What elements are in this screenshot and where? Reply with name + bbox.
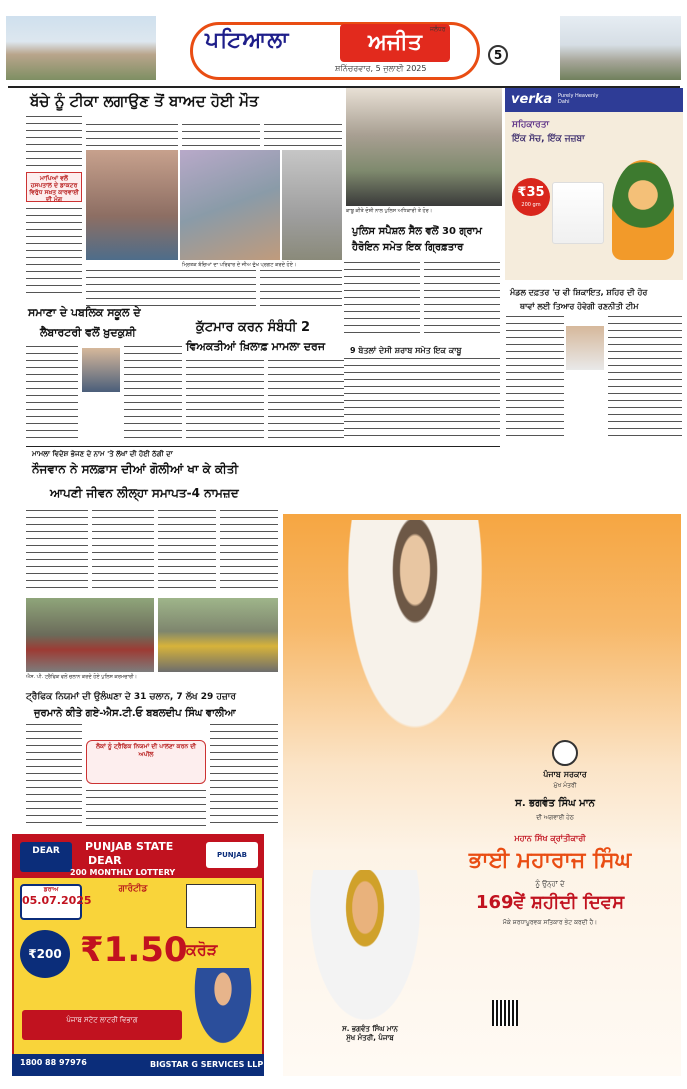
story1-column1 <box>26 116 82 168</box>
govt-ad-mid: ਨੂੰ ਉਨ੍ਹਾਂ ਦੇ <box>535 880 565 888</box>
story5-body <box>344 358 500 438</box>
story3-column1 <box>186 360 264 440</box>
verka-line1: ਸਹਿਕਾਰਤਾ <box>512 120 550 130</box>
story1-column3 <box>182 124 260 148</box>
lottery-title3: 200 MONTHLY LOTTERY <box>70 868 176 877</box>
story8-subhead: ਜੁਰਮਾਨੇ ਕੀਤੇ ਗਏ-ਐਸ.ਟੀ.ਓ ਬਬਲਦੀਪ ਸਿੰਘ ਵਾਲੀਆ <box>34 708 236 719</box>
govt-ad-cm-caption <box>300 1025 440 1043</box>
lottery-qr-code[interactable] <box>186 884 256 928</box>
story7-headline: ਨੌਜਵਾਨ ਨੇ ਸਲਫ਼ਾਸ ਦੀਆਂ ਗੋਲੀਆਂ ਖਾ ਕੇ ਕੀਤੀ <box>32 462 239 476</box>
govt-ad-cm-caption-name: ਸ. ਭਗਵੰਤ ਸਿੰਘ ਮਾਨ <box>342 1025 398 1033</box>
story1-column-bottom2 <box>260 270 342 312</box>
story8-column3 <box>210 724 278 828</box>
story6-photo <box>566 326 604 370</box>
lottery-amount-unit: ਕਰੋੜ <box>186 940 218 959</box>
section-rule <box>26 446 500 447</box>
verka-price: ₹35 <box>512 178 550 216</box>
story6-column2 <box>608 316 682 438</box>
story2-photo <box>82 348 120 392</box>
story7-column1 <box>26 510 88 594</box>
story3-subhead: ਵਿਅਕਤੀਆਂ ਖ਼ਿਲਾਫ਼ ਮਾਮਲਾ ਦਰਜ <box>186 340 326 353</box>
lottery-draw-value: 05.07.2025 <box>22 894 92 907</box>
story3-column2 <box>268 360 346 440</box>
story1-headline: ਬੱਚੇ ਨੂੰ ਟੀਕਾ ਲਗਾਉਣ ਤੋਂ ਬਾਅਦ ਹੋਈ ਮੌਤ <box>30 92 259 110</box>
story7-column3 <box>158 510 216 594</box>
story1-photo-hospital <box>282 150 342 260</box>
govt-ad-cm-name: ਸ. ਭਗਵੰਤ ਸਿੰਘ ਮਾਨ <box>515 798 595 809</box>
lottery-brand: DEAR <box>20 842 72 872</box>
story7-column2 <box>92 510 154 594</box>
lottery-prize-label: ਗਾਰੰਟੀਡ <box>118 884 148 894</box>
story2-subhead: ਲੈਬਾਰਟਰੀ ਵਲੋਂ ਖ਼ੁਦਕੁਸ਼ੀ <box>40 326 136 339</box>
verka-grams: 200 gm <box>521 202 541 208</box>
verka-line2: ਇੱਕ ਸੋਚ, ਇੱਕ ਜਜ਼ਬਾ <box>512 134 585 144</box>
govt-ad-portrait <box>330 520 500 770</box>
lottery-band: ਪੰਜਾਬ ਸਟੇਟ ਲਾਟਰੀ ਵਿਭਾਗ <box>22 1010 182 1040</box>
lottery-phone[interactable]: 1800 88 97976 <box>20 1058 87 1067</box>
govt-ad-pre: ਮਹਾਨ ਸਿੱਖ ਕ੍ਰਾਂਤੀਕਾਰੀ <box>514 834 586 843</box>
govt-ad-cm-photo <box>310 870 420 1020</box>
lottery-draw-label: ਡਰਾਅ <box>43 886 59 893</box>
lottery-title2: DEAR <box>88 854 122 867</box>
verka-tagline: Purely Heavenly Dahi <box>558 93 599 105</box>
story1-caption: ਮ੍ਰਿਤਕ ਬੱਚਿਆਂ ਦਾ ਪਰਿਵਾਰ ਦੇ ਜੀਅ ਦੁੱਖ ਪ੍ਰਗਟ ਕਰਦੇ ਹੋਏ। <box>182 262 297 268</box>
masthead-date: ਸ਼ਨਿੱਚਰਵਾਰ, 5 ਜੁਲਾਈ 2025 <box>335 64 427 73</box>
story7-subhead: ਆਪਣੀ ਜੀਵਨ ਲੀਲ੍ਹਾ ਸਮਾਪਤ-4 ਨਾਮਜ਼ਦ <box>50 486 239 500</box>
story4-column1 <box>344 262 420 338</box>
story6-column1 <box>506 316 564 438</box>
govt-ad-body: ਮੌਕੇ ਸ਼ਰਧਾਪੂਰਵਕ ਸਤਿਕਾਰ ਭੇਟ ਕਰਦੀ ਹੈ। <box>502 919 598 926</box>
story8-photo-right <box>158 598 278 672</box>
story2-headline: ਸਮਾਣਾ ਦੇ ਪਬਲਿਕ ਸਕੂਲ ਦੇ <box>28 306 141 319</box>
print-strip-bottom <box>0 1078 687 1089</box>
story4-caption: ਕਾਬੂ ਕੀਤੇ ਦੋਸ਼ੀ ਨਾਲ ਪੁਲਿਸ ਅਧਿਕਾਰੀ ਤੇ ਹੋਰ। <box>346 208 433 214</box>
govt-ad-cm-sub: ਦੀ ਅਗਵਾਈ ਹੇਠ <box>536 814 574 821</box>
story1-photo-child <box>86 150 178 260</box>
lottery-draw-date <box>20 884 92 920</box>
punjab-seal-icon <box>552 740 578 766</box>
story6-headline: ਮੰਡਲ ਦਫ਼ਤਰ 'ਚ ਵੀ ਸ਼ਿਕਾਇਤ, ਸ਼ਹਿਰ ਦੀ ਹੋਰ <box>510 288 648 297</box>
verka-logo: verka <box>511 92 553 107</box>
lottery-amount: ₹1.50 <box>80 930 188 970</box>
masthead-title: ਪਟਿਆਲਾ <box>205 28 290 53</box>
lottery-ticket-price: ₹200 <box>20 930 70 978</box>
lottery-person-image <box>190 968 256 1052</box>
story8-caption: ਐਸ. ਪੀ. ਟ੍ਰੈਫਿਕ ਵਲੋਂ ਚਲਾਨ ਕਰਦੇ ਹੋਏ ਪੁਲਿਸ ਕਰਮਚਾਰੀ। <box>26 674 137 680</box>
story7-column4 <box>220 510 278 594</box>
lottery-partner-logo: PUNJAB <box>206 842 258 868</box>
masthead-logo: ਅਜੀਤ <box>340 24 450 62</box>
lottery-company: BIGSTAR G SERVICES LLP <box>150 1060 264 1069</box>
story8-box: ਲੋਕਾਂ ਨੂੰ ਟ੍ਰੈਫਿਕ ਨਿਯਮਾਂ ਦੀ ਪਾਲਣਾ ਕਰਨ ਦੀ ਅਪੀਲ <box>86 740 206 784</box>
story3-headline: ਕੁੱਟਮਾਰ ਕਰਨ ਸੰਬੰਧੀ 2 <box>196 320 311 335</box>
story8-column2 <box>86 790 206 828</box>
story1-column1b <box>26 208 82 298</box>
story2-column2 <box>124 346 182 438</box>
story1-photo-family <box>180 150 280 260</box>
story4-photo <box>346 88 502 206</box>
story4-subhead: ਹੈਰੋਇਨ ਸਮੇਤ ਇਕ ਗ੍ਰਿਫ਼ਤਾਰ <box>352 242 464 253</box>
story1-callout: ਮਾਪਿਆਂ ਵਲੋਂ ਹਸਪਤਾਲ ਦੇ ਡਾਕਟਰ ਵਿਰੁੱਧ ਸਖ਼ਤ ਕਾਰਵਾਈ ਦੀ ਮੰਗ <box>26 172 82 202</box>
print-strip-top <box>0 0 687 8</box>
story4-column2 <box>424 262 500 338</box>
story8-photo-left <box>26 598 154 672</box>
story7-kicker: ਮਾਮਲਾ ਵਿਦੇਸ਼ ਭੇਜਣ ਦੇ ਨਾਮ 'ਤੇ ਲੱਖਾਂ ਦੀ ਹੋਈ ਠੱਗੀ ਦਾ <box>32 450 173 458</box>
masthead-city: ਜਲੰਧਰ <box>430 26 446 33</box>
page-number: 5 <box>488 45 508 65</box>
govt-ad-day: 169ਵੇਂ ਸ਼ਹੀਦੀ ਦਿਵਸ <box>475 892 625 913</box>
story8-headline: ਟ੍ਰੈਫਿਕ ਨਿਯਮਾਂ ਦੀ ਉਲੰਘਣਾ ਦੇ 31 ਚਲਾਨ, 7 ਲੱਖ 29 ਹਜ਼ਾਰ <box>26 692 236 702</box>
header-photo-right <box>560 16 681 80</box>
story8-column1 <box>26 724 82 828</box>
story1-column2 <box>86 124 178 146</box>
verka-mascot-image <box>612 160 674 260</box>
header-photo-left <box>6 16 156 80</box>
story4-headline: ਪੁਲਿਸ ਸਪੈਸ਼ਲ ਸੈੱਲ ਵਲੋਂ 30 ਗ੍ਰਾਮ <box>352 226 482 237</box>
govt-ad-cm-label: ਮੁੱਖ ਮੰਤਰੀ <box>553 782 577 789</box>
govt-ad-name: ਭਾਈ ਮਹਾਰਾਜ ਸਿੰਘ <box>468 848 632 873</box>
govt-ad-qr-code[interactable] <box>492 1000 518 1026</box>
lottery-title1: PUNJAB STATE <box>85 840 174 853</box>
story6-subhead: ਥਾਵਾਂ ਲਈ ਤਿਆਰ ਹੋਵੇਗੀ ਰਣਨੀਤੀ ਟੀਮ <box>520 302 639 311</box>
govt-ad-cm-caption-title: ਮੁੱਖ ਮੰਤਰੀ, ਪੰਜਾਬ <box>346 1034 394 1042</box>
verka-cup-image <box>552 182 604 244</box>
story1-column4 <box>264 124 342 148</box>
story5-headline: 9 ਬੋਤਲਾਂ ਦੇਸੀ ਸ਼ਰਾਬ ਸਮੇਤ ਇਕ ਕਾਬੂ <box>350 346 462 355</box>
story2-column1 <box>26 346 78 438</box>
govt-ad-seal-text: ਪੰਜਾਬ ਸਰਕਾਰ <box>543 770 587 779</box>
